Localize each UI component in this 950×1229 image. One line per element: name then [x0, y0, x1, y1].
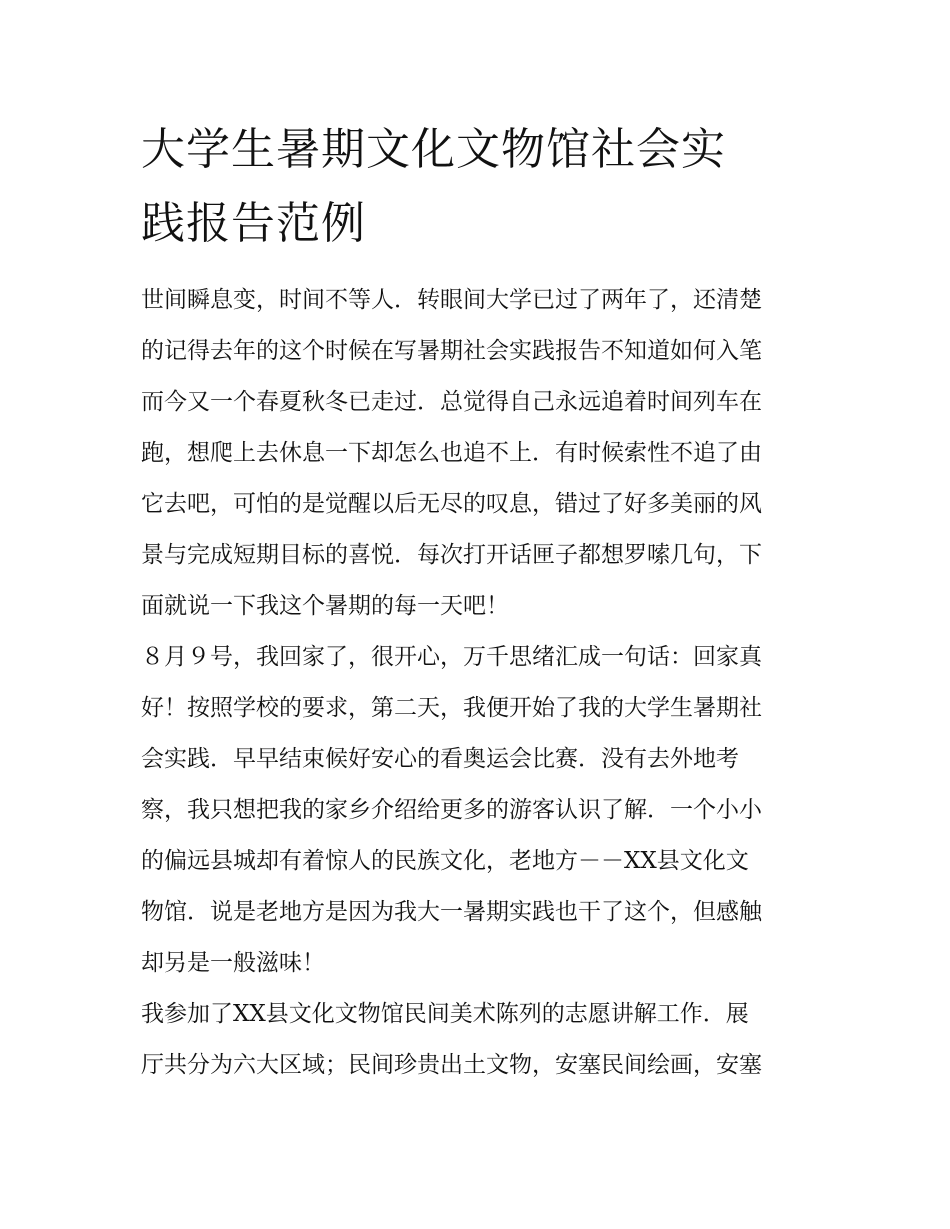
- text-line: 面就说一下我这个暑期的每一天吧！: [141, 593, 509, 619]
- text-line: 的记得去年的这个时候在写暑期社会实践报告不知道如何入笔: [141, 338, 762, 364]
- text-line: 我参加了XX县文化文物馆民间美术陈列的志愿讲解工作．展: [141, 1001, 749, 1027]
- text-line: 而今又一个春夏秋冬已走过．总觉得自己永远追着时间列车在: [141, 389, 762, 415]
- text-line: 物馆．说是老地方是因为我大一暑期实践也干了这个，但感触: [141, 899, 762, 925]
- paragraph-2: [141, 632, 813, 989]
- text-line: 跑，想爬上去休息一下却怎么也追不上．有时候索性不追了由: [141, 440, 762, 466]
- text-line: 世间瞬息变，时间不等人．转眼间大学已过了两年了，还清楚: [141, 287, 762, 313]
- text-line: 好！按照学校的要求，第二天，我便开始了我的大学生暑期社: [141, 695, 762, 721]
- document-body: [141, 275, 813, 1091]
- text-line: 厅共分为六大区域；民间珍贵出土文物，安塞民间绘画，安塞: [141, 1052, 762, 1078]
- text-line: 会实践．早早结束候好安心的看奥运会比赛．没有去外地考: [141, 746, 739, 772]
- document-title: [141, 113, 813, 261]
- title-line: 践报告范例: [141, 198, 366, 249]
- text-line: 却另是一般滋味！: [141, 950, 325, 976]
- text-line: 景与完成短期目标的喜悦．每次打开话匣子都想罗嗦几句，下: [141, 542, 762, 568]
- text-line: 察，我只想把我的家乡介绍给更多的游客认识了解．一个小小: [141, 797, 762, 823]
- paragraph-1: [141, 275, 813, 632]
- document-page: [141, 113, 813, 1091]
- paragraph-3: [141, 989, 813, 1091]
- text-line: 的偏远县城却有着惊人的民族文化，老地方－－XX县文化文: [141, 848, 749, 874]
- title-line: 大学生暑期文化文物馆社会实: [141, 124, 726, 175]
- text-line: ８月９号，我回家了，很开心，万千思绪汇成一句话：回家真: [141, 644, 762, 670]
- text-line: 它去吧，可怕的是觉醒以后无尽的叹息，错过了好多美丽的风: [141, 491, 762, 517]
